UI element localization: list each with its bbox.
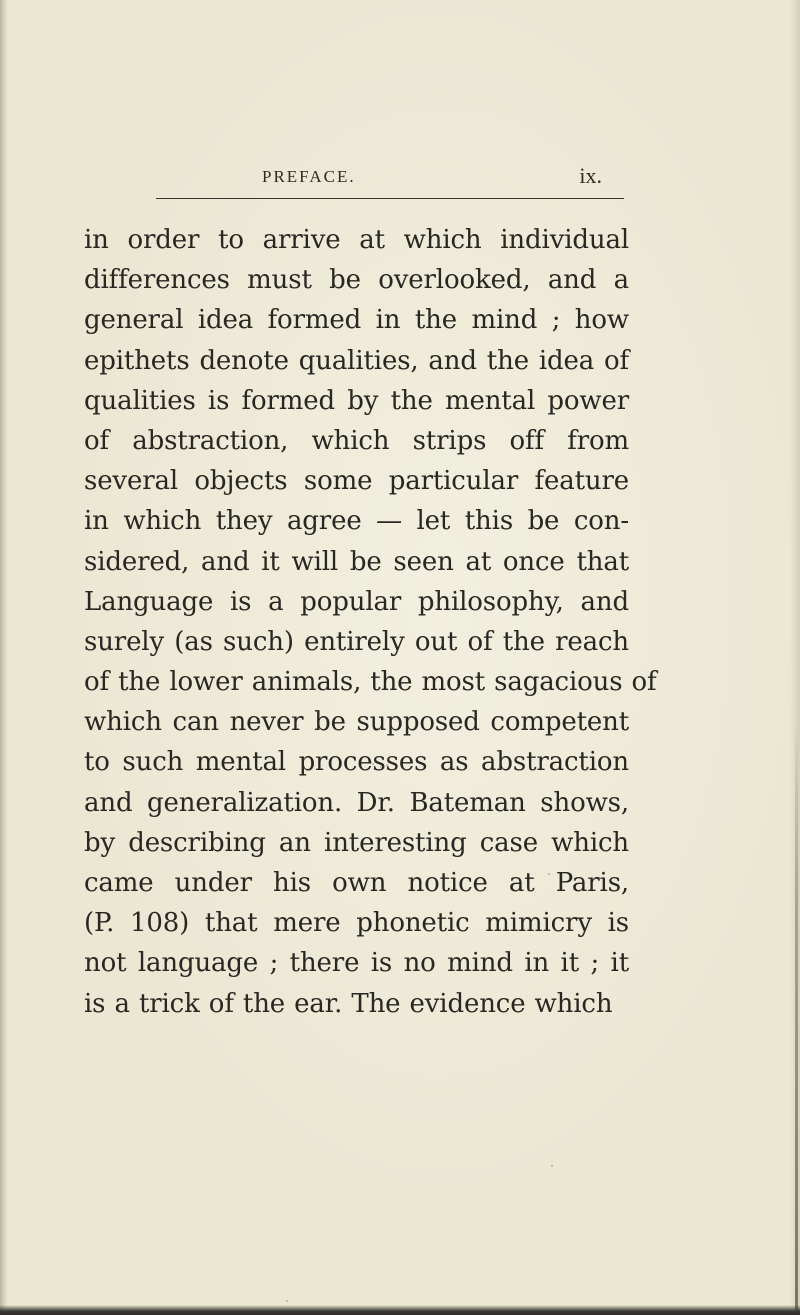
text-line: not language ; there is no mind in it ; it xyxy=(84,948,629,979)
body-text xyxy=(84,220,657,1024)
paper-speck xyxy=(548,873,550,875)
page-header xyxy=(262,163,622,193)
paper-speck xyxy=(286,1300,288,1302)
running-head: PREFACE. xyxy=(262,167,356,186)
text-line: came under his own notice at Paris, xyxy=(84,868,629,898)
text-line: which can never be supposed competent xyxy=(84,707,629,738)
page-gutter-shadow xyxy=(0,0,8,1315)
text-line: (P. 108) that mere phonetic mimicry is xyxy=(84,908,629,939)
text-line: of the lower animals, the most sagacious of xyxy=(84,667,657,698)
page-bottom-edge xyxy=(0,1305,800,1315)
paper-speck xyxy=(386,764,388,766)
page-number: ix. xyxy=(579,163,602,188)
paper-speck xyxy=(372,763,374,765)
paper-speck xyxy=(551,1165,553,1167)
text-line: surely (as such) entirely out of the reach xyxy=(84,626,629,657)
text-line: differences must be overlooked, and a xyxy=(84,265,629,296)
text-line: to such mental processes as abstraction xyxy=(84,747,629,778)
text-line: general idea formed in the mind ; how xyxy=(84,305,629,336)
text-line: and generalization. Dr. Bateman shows, xyxy=(84,787,629,818)
text-line: Language is a popular philosophy, and xyxy=(84,586,629,617)
page-edge-stain xyxy=(795,720,798,1310)
header-rule xyxy=(156,198,624,199)
text-line: sidered, and it will be seen at once that xyxy=(84,546,629,577)
text-line: in which they agree — let this be con- xyxy=(84,506,629,537)
text-line: several objects some particular feature xyxy=(84,466,629,497)
text-line: of abstraction, which strips off from xyxy=(84,425,629,456)
text-line: is a trick of the ear. The evidence which xyxy=(84,988,613,1019)
text-line: qualities is formed by the mental power xyxy=(84,385,629,416)
text-line: in order to arrive at which individual xyxy=(84,225,629,255)
text-line: epithets denote qualities, and the idea of xyxy=(84,345,629,376)
paper-speck xyxy=(380,766,382,768)
text-line: by describing an interesting case which xyxy=(84,827,629,858)
